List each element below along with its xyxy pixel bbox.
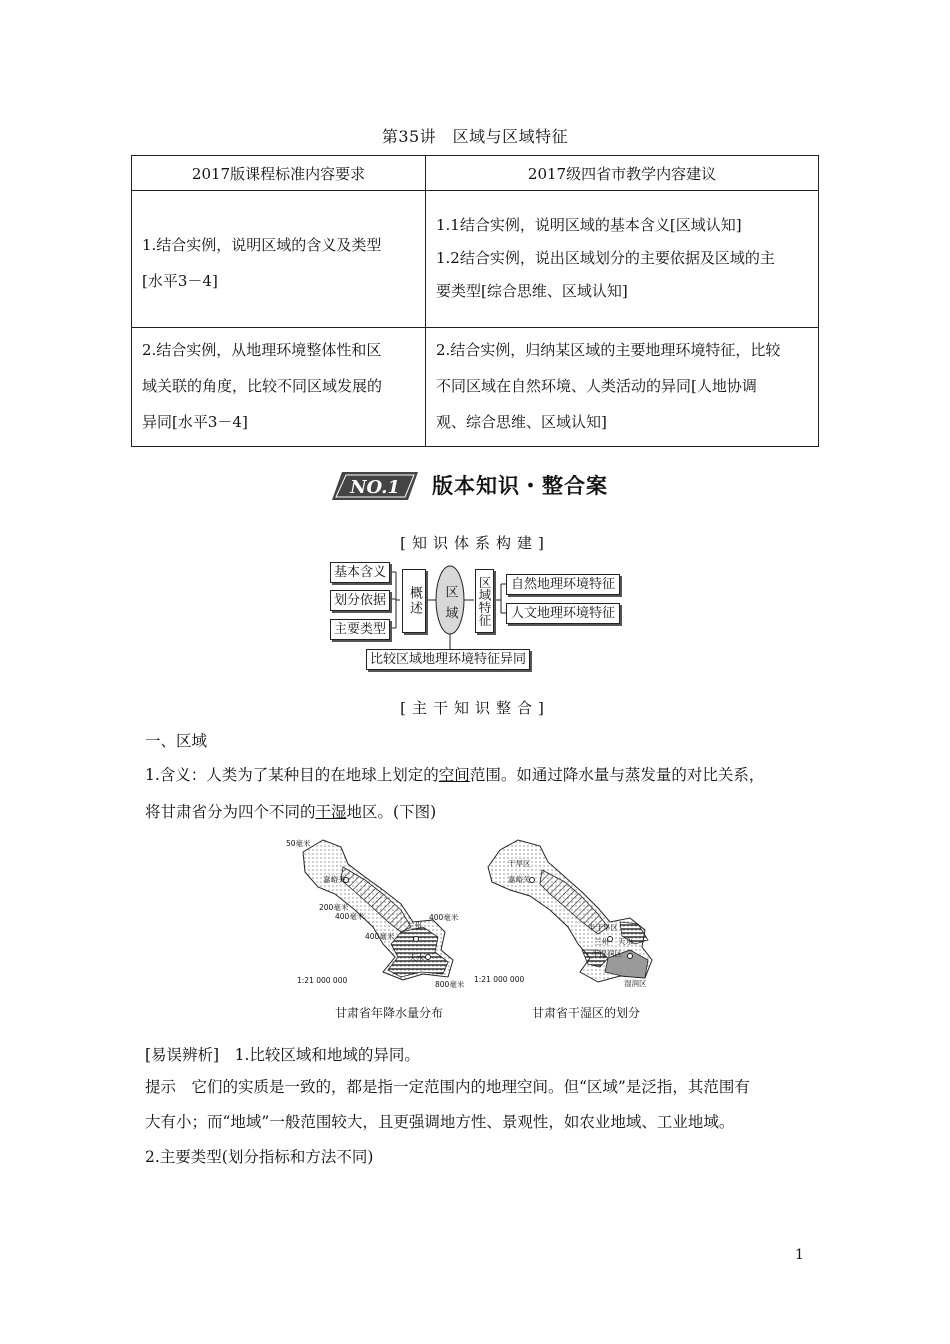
map-caption-humidity: 甘肃省干湿区的划分 xyxy=(532,1006,641,1020)
diagram-box-human-features: 人文地理环境特征 xyxy=(506,603,620,624)
banner-title: 版本知识・整合案 xyxy=(432,474,608,498)
map-label: 半湿润区 xyxy=(592,949,622,958)
diagram-box-natural-features: 自然地理环境特征 xyxy=(506,574,620,595)
map-label: 400毫米 xyxy=(365,932,395,941)
underlined-term: 空间 xyxy=(438,766,470,784)
table-header-cell: 2017级四省市教学内容建议 xyxy=(426,156,819,191)
map-label: 天水 xyxy=(409,953,424,962)
cell-line: 不同区域在自然环境、人类活动的异同[人地协调 xyxy=(436,377,757,395)
map-label: 半干旱区 xyxy=(588,923,618,932)
map-label: 800毫米 xyxy=(435,980,465,989)
table-header-row xyxy=(132,156,819,191)
map-label: 干旱区 xyxy=(508,859,531,868)
tip-line: 提示 它们的实质是一致的，都是指一定范围内的地理空间。但“区域”是泛指，其范围有 xyxy=(145,1078,750,1096)
heading-region: 一、区域 xyxy=(145,732,208,750)
text-span: 将甘肃省分为四个不同的 xyxy=(145,803,316,821)
text-span: 范围。如通过降水量与蒸发量的对比关系， xyxy=(469,766,765,784)
definition-line-2 xyxy=(145,802,436,822)
map-caption-precipitation: 甘肃省年降水量分布 xyxy=(335,1006,444,1020)
heading-main-types: 2.主要类型(划分指标和方法不同) xyxy=(145,1148,374,1166)
cell-line: 观、综合思维、区域认知] xyxy=(436,413,607,431)
map-label: 400毫米 xyxy=(335,912,365,921)
map-label: 400毫米 xyxy=(429,913,459,922)
underlined-term: 干湿 xyxy=(315,803,347,821)
table-header-cell: 2017版课程标准内容要求 xyxy=(132,156,426,191)
text-span: 1.含义：人类为了某种目的在地球上划定的 xyxy=(145,766,439,784)
cell-line: 1.结合实例，说明区域的含义及类型 xyxy=(142,236,382,254)
cell-line: 要类型[综合思维、区域认知] xyxy=(436,282,628,300)
tip-line: 大有小；而“地域”一般范围较大，且更强调地方性、景观性，如农业地域、工业地域。 xyxy=(145,1113,735,1131)
cell-line: 异同[水平3－4] xyxy=(142,413,248,431)
region-label: 区域 xyxy=(442,585,458,627)
no1-badge-icon xyxy=(332,472,418,500)
map-humidity xyxy=(470,832,670,1022)
definition-line-1 xyxy=(145,765,764,785)
diagram-box-division-basis: 划分依据 xyxy=(330,590,390,611)
table-row xyxy=(132,191,819,328)
cell-line: 2.结合实例，归纳某区域的主要地理环境特征，比较 xyxy=(436,341,781,359)
map-label: 1:21 000 000 xyxy=(474,975,525,984)
diagram-box-compare-regions: 比较区域地理环境特征异同 xyxy=(366,649,530,670)
cell-line: 1.2结合实例，说出区域划分的主要依据及区域的主 xyxy=(436,249,775,267)
table-cell xyxy=(132,328,426,447)
map-label: 兰州 xyxy=(594,937,609,946)
gansu-humidity-map-icon xyxy=(470,832,670,992)
cell-line: 1.1结合实例，说明区域的基本含义[区域认知] xyxy=(436,216,742,234)
text-span: 地区。(下图) xyxy=(346,803,437,821)
cell-line: 域关联的角度，比较不同区域发展的 xyxy=(142,377,383,395)
knowledge-diagram xyxy=(300,555,640,675)
curriculum-standards-table xyxy=(131,155,819,447)
page-number: 1 xyxy=(795,1247,804,1263)
gansu-precipitation-map-icon xyxy=(283,832,468,992)
diagram-box-main-types: 主要类型 xyxy=(330,619,390,640)
map-label: 天水 xyxy=(618,937,633,946)
map-precipitation xyxy=(283,832,468,1022)
table-cell xyxy=(426,191,819,328)
section-label-knowledge-system: [知识体系构建] xyxy=(400,534,550,552)
section-label-main-knowledge: [主干知识整合] xyxy=(400,699,550,717)
map-label: 嘉峪关 xyxy=(323,875,346,884)
table-cell xyxy=(426,328,819,447)
map-label: 兰州 xyxy=(407,921,422,930)
section-banner xyxy=(332,470,632,502)
map-label: 50毫米 xyxy=(286,839,311,848)
misconception-heading: [易误辨析] 1.比较区域和地域的异同。 xyxy=(145,1046,420,1064)
map-label: 1:21 000 000 xyxy=(297,976,348,985)
cell-line: [水平3－4] xyxy=(142,272,218,290)
diagram-box-region-features: 区域特征 xyxy=(475,569,494,633)
table-row xyxy=(132,328,819,447)
diagram-box-basic-meaning: 基本含义 xyxy=(330,562,390,583)
lesson-title: 第35讲 区域与区域特征 xyxy=(381,127,569,146)
map-label: 湿润区 xyxy=(624,979,647,988)
badge-text: NO.1 xyxy=(350,477,400,498)
table-cell xyxy=(132,191,426,328)
map-label: 嘉峪关 xyxy=(508,875,531,884)
diagram-box-overview: 概述 xyxy=(402,569,426,633)
cell-line: 2.结合实例，从地理环境整体性和区 xyxy=(142,341,382,359)
map-label: 200毫米 xyxy=(319,903,349,912)
